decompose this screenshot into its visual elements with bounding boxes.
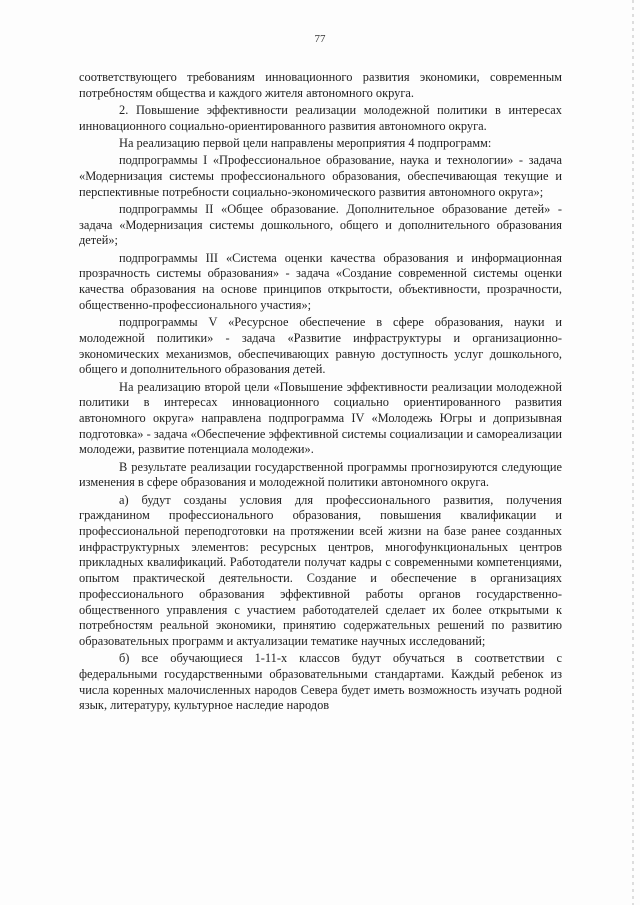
- paragraph: а) будут созданы условия для профессионального развития, получения гражданином профессионального образования, повышения квалификации и профессиональной переподготовки на протяжении всей жизни на базе ранее созданных инфраструктурных элементов: ресурсных центров, многофункциональных центров прикладных квалификаций. Работодатели получат кадры с современными компетенциями, опытом практической деятельности. Создание и обеспечение в организациях профессионального образования эффективной работы органов государственно-общественного управления с участием работодателей сделает их более открытыми к потребностям реальной экономики, принятию содержательных решений по развитию образовательных программ и актуализации тематике научных исследований;: [79, 492, 562, 648]
- paragraph: подпрограммы V «Ресурсное обеспечение в сфере образования, науки и молодежной политики» - задача «Развитие инфраструктуры и организационно-экономических механизмов, обеспечивающих равную доступность услуг дошкольного, общего и дополнительного образования детей.: [79, 315, 562, 377]
- paragraph: На реализацию первой цели направлены мероприятия 4 подпрограмм:: [119, 136, 492, 150]
- paragraph: подпрограммы III «Система оценки качества образования и информационная прозрачность системы образования» - задача «Создание современной системы оценки качества образования на основе принципов открытости, объективности, прозрачности, общественно-профессионального участия»;: [79, 250, 562, 312]
- paragraph: В результате реализации государственной программы прогнозируются следующие изменения в сфере образования и молодежной политики автономного округа.: [79, 459, 562, 490]
- page-number: 77: [314, 33, 326, 45]
- paragraph: подпрограммы II «Общее образование. Дополнительное образование детей» - задача «Модернизация системы дошкольного, общего и дополнительного образования детей»;: [79, 202, 562, 248]
- paragraph: соответствующего требованиям инновационного развития экономики, современным потребностям общества и каждого жителя автономного округа.: [79, 70, 562, 100]
- paragraph: 2. Повышение эффективности реализации молодежной политики в интересах инновационного социально-ориентированного развития автономного округа.: [79, 103, 562, 133]
- paragraph: На реализацию второй цели «Повышение эффективности реализации молодежной политики в интересах инновационного социально ориентированного развития автономного округа» направлена подпрограмма IV «Молодежь Югры и допризывная подготовка» - задача «Обеспечение эффективной системы социализации и самореализации молодежи, развитие потенциала молодежи».: [79, 379, 562, 457]
- document-body: [79, 70, 562, 714]
- paragraph: б) все обучающиеся 1-11-х классов будут обучаться в соответствии с федеральными государственными образовательными стандартами. Каждый ребенок из числа коренных малочисленных народов Севера будет иметь возможность изучать родной язык, литературу, культурное наследие народов: [79, 651, 562, 713]
- scan-edge: [632, 0, 634, 905]
- paragraph: подпрограммы I «Профессиональное образование, наука и технологии» - задача «Модернизация системы профессионального образования, обеспечивающая текущие и перспективные потребности социально-экономического развития автономного округа»;: [79, 153, 562, 199]
